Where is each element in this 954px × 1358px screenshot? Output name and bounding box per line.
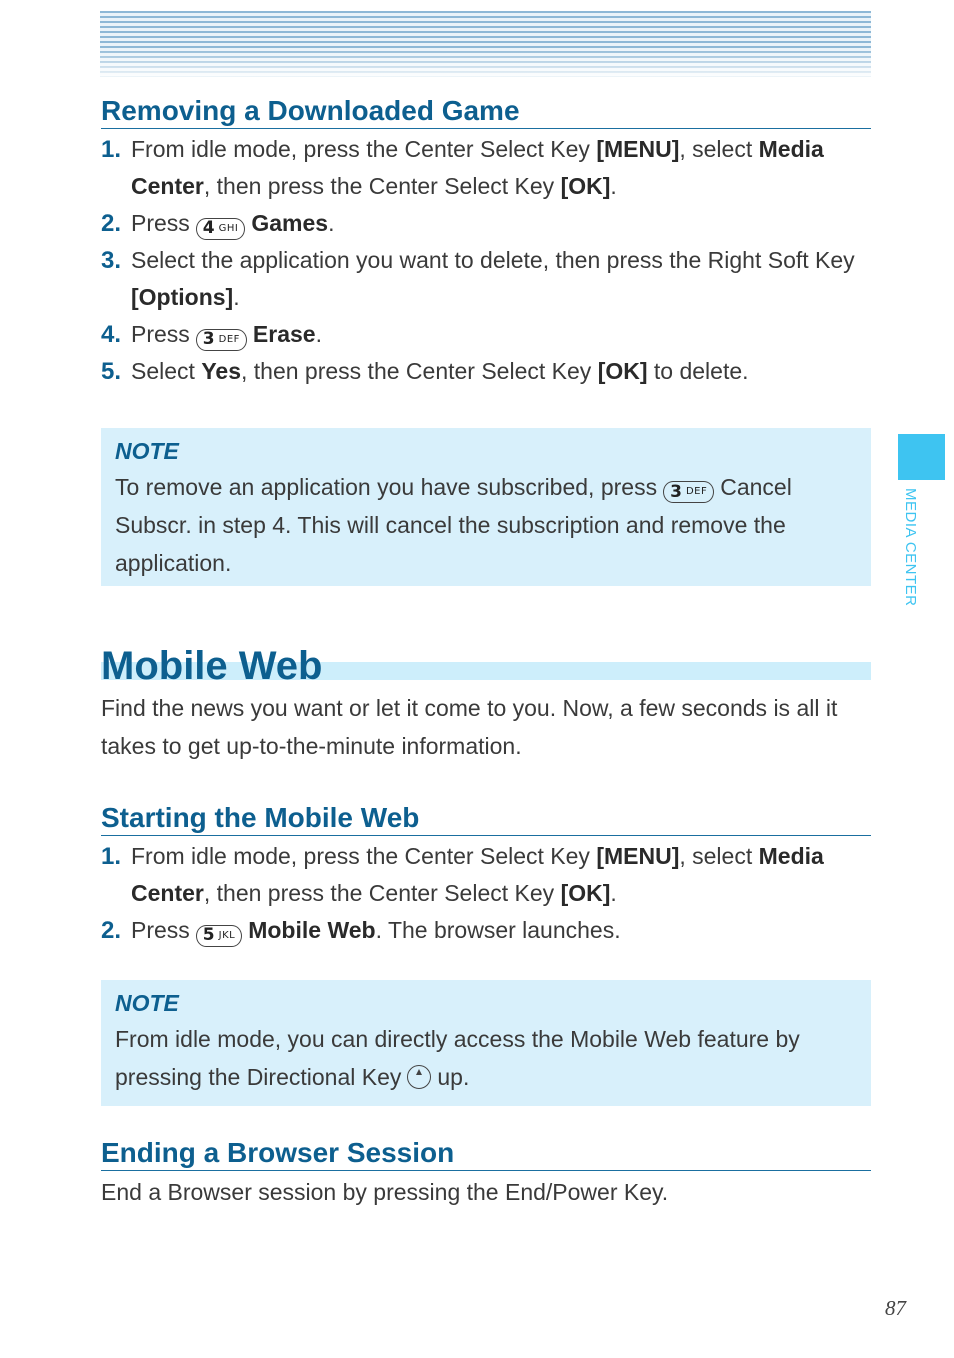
list-item (101, 316, 871, 353)
media-center-label: Media Center (131, 136, 824, 199)
list-item (101, 912, 871, 949)
key-digit: 4 (202, 218, 215, 238)
note-text: To remove an application you have subscribed, press (115, 474, 658, 500)
heading-starting-mobile-web: Starting the Mobile Web (101, 801, 871, 836)
key-letters: JKL (218, 930, 236, 941)
list-item (101, 205, 871, 242)
ok-key-label: [OK] (560, 173, 611, 199)
list-item (101, 838, 871, 912)
step-text: . The browser launches. (375, 917, 621, 943)
note-text: up. (437, 1064, 470, 1090)
ending-session-body: End a Browser session by pressing the End/Power Key. (101, 1179, 669, 1205)
step-number: 4. (101, 321, 122, 348)
heading-removing-game: Removing a Downloaded Game (101, 94, 871, 129)
heading-ending-browser-session: Ending a Browser Session (101, 1136, 871, 1171)
key-digit: 5 (202, 925, 215, 945)
header-stripes (100, 11, 871, 77)
heading-mobile-web-text: Mobile Web (101, 644, 323, 688)
games-label: Games (251, 210, 329, 236)
step-text: . (315, 321, 322, 347)
list-item (101, 131, 871, 205)
page-number: 87 (885, 1296, 906, 1320)
mobile-web-intro: Find the news you want or let it come to you. Now, a few seconds is all it takes to get up-to-the-minute information. (101, 695, 838, 759)
step-number: 1. (101, 136, 122, 163)
key-3-icon (663, 481, 714, 503)
step-number: 3. (101, 247, 122, 274)
step-text: to delete. (647, 358, 749, 384)
menu-key-label: [MENU] (596, 843, 680, 869)
step-text: From idle mode, press the Center Select Key (131, 843, 597, 869)
heading-mobile-web (101, 644, 871, 688)
note-box-directional-key (101, 980, 871, 1106)
step-text: Press (131, 917, 190, 943)
step-text: . (328, 210, 335, 236)
step-text: Select (131, 358, 202, 384)
note-text: Cancel Subscr. in step 4. This will cancel the subscription and remove the application. (115, 474, 792, 576)
section-tab-marker (898, 434, 945, 480)
step-text: , then press the Center Select Key (203, 880, 561, 906)
mobile-web-label: Mobile Web (248, 917, 376, 943)
ok-key-label: [OK] (560, 880, 611, 906)
step-text: . (610, 880, 617, 906)
note-body (115, 1020, 857, 1096)
step-number: 2. (101, 917, 122, 944)
key-4-icon (196, 218, 246, 240)
step-text: , select (679, 136, 759, 162)
note-body (115, 468, 857, 582)
directional-key-icon (407, 1065, 431, 1089)
key-5-icon (196, 925, 242, 947)
note-text: From idle mode, you can directly access the Mobile Web feature by pressing the Directional Key (115, 1026, 800, 1090)
section-side-label: MEDIA CENTER (902, 488, 919, 607)
step-text: Press (131, 321, 190, 347)
ok-key-label: [OK] (597, 358, 648, 384)
steps-starting-mobile-web (101, 838, 871, 949)
list-item (101, 353, 871, 390)
note-title: NOTE (115, 990, 179, 1016)
step-text: , select (679, 843, 759, 869)
list-item (101, 242, 871, 316)
step-text: Select the application you want to delete, then press the Right Soft Key (131, 247, 855, 273)
yes-label: Yes (201, 358, 241, 384)
step-text: From idle mode, press the Center Select Key (131, 136, 597, 162)
key-digit: 3 (670, 482, 682, 502)
options-key-label: [Options] (131, 284, 234, 310)
media-center-label: Media Center (131, 843, 824, 906)
key-letters: DEF (685, 486, 708, 497)
step-text: , then press the Center Select Key (240, 358, 598, 384)
note-title: NOTE (115, 438, 179, 464)
step-text: , then press the Center Select Key (203, 173, 561, 199)
erase-label: Erase (252, 321, 316, 347)
key-letters: GHI (218, 223, 239, 234)
step-number: 1. (101, 843, 122, 870)
step-number: 2. (101, 210, 122, 237)
step-text: . (233, 284, 240, 310)
steps-removing-game (101, 131, 871, 390)
key-3-icon (196, 329, 247, 351)
key-digit: 3 (202, 329, 215, 349)
step-number: 5. (101, 358, 122, 385)
key-letters: DEF (218, 334, 240, 345)
note-box-remove-subscription (101, 428, 871, 586)
step-text: Press (131, 210, 190, 236)
step-text: . (610, 173, 617, 199)
menu-key-label: [MENU] (596, 136, 680, 162)
